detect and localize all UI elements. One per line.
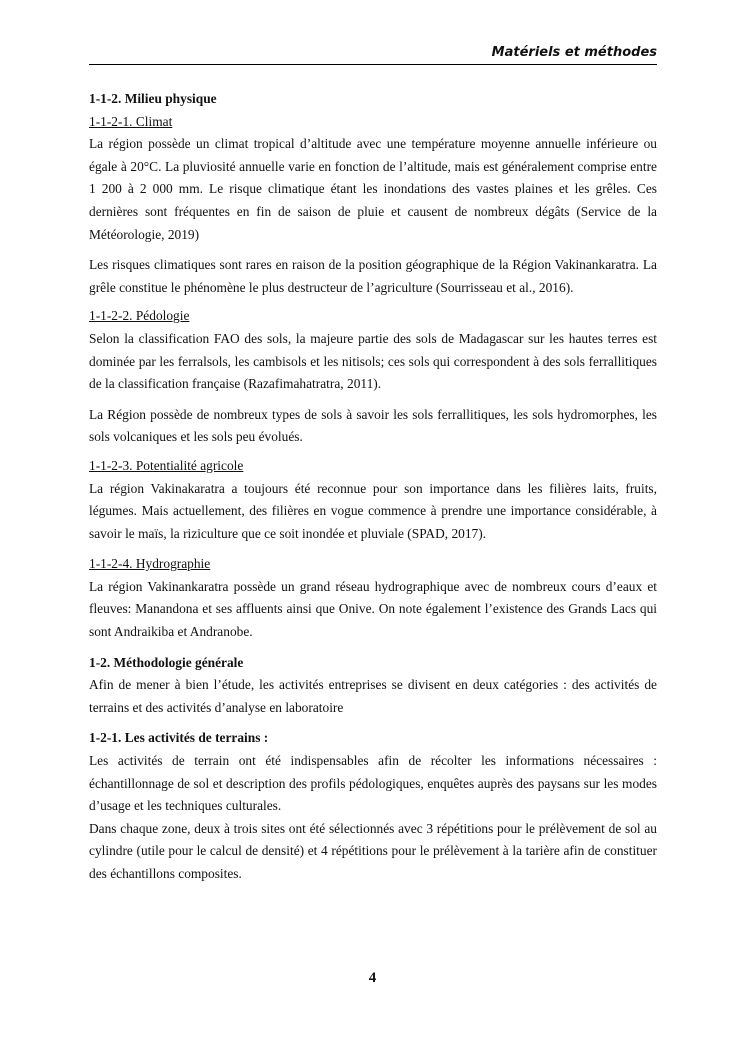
paragraph-terrains-2: Dans chaque zone, deux à trois sites ont été sélectionnés avec 3 répétitions pour le prélèvement de sol au cylindre (utile pour le calcul de densité) et 4 répétitions pour le prélèvement à la tarière afin de constituer des échantillons composites. <box>89 820 657 881</box>
page-body <box>89 88 657 886</box>
paragraph-hydrographie-1: La région Vakinankaratra possède un grand réseau hydrographique avec de nombreux cours d’eaux et fleuves: Manandona et ses affluents ainsi que Onive. On note également l’existence des Grands Lacs qui sont Andraikiba et Andranobe. <box>89 578 657 640</box>
paragraph-climat-1: La région possède un climat tropical d’altitude avec une température moyenne annuelle inférieure ou égale à 20°C. La pluviosité annuelle varie en fonction de l’altitude, mais est généralement comprise entre 1 200 à 2 000 mm. Le risque climatique étant les inondations des vastes plaines et les grêles. Ces dernières sont fréquentes en fin de saison de pluie et causent de nombreux dégâts (Service de la Météorologie, 2019) <box>89 136 657 242</box>
paragraph-climat-2: Les risques climatiques sont rares en raison de la position géographique de la Région Vakinankaratra. La grêle constitue le phénomène le plus destructeur de l’agriculture (Sourrisseau et al., 2016). <box>89 257 657 295</box>
running-header: Matériels et méthodes <box>89 44 657 65</box>
page-number: 4 <box>368 970 377 986</box>
subsection-heading-climat: 1-1-2-1. Climat <box>89 113 173 129</box>
subsection-heading-hydrographie: 1-1-2-4. Hydrographie <box>89 556 211 572</box>
section-heading-methodologie: 1-2. Méthodologie générale <box>89 654 244 670</box>
paragraph-pedologie-2: La Région possède de nombreux types de sols à savoir les sols ferrallitiques, les sols hydromorphes, les sols volcaniques et les sols peu évolués. <box>89 406 657 445</box>
paragraph-pedologie-1: Selon la classification FAO des sols, la majeure partie des sols de Madagascar sur les hautes terres est dominée par les ferralsols, les cambisols et les nitisols; ces sols qui correspondent à des sols ferrallitiques de la classification française (Razafimahatratra, 2011). <box>89 330 657 392</box>
section-heading-milieu-physique: 1-1-2. Milieu physique <box>89 91 217 106</box>
paragraph-terrains-1: Les activités de terrain ont été indispensables afin de récolter les informations nécessaires : échantillonnage de sol et description des profils pédologiques, enquêtes auprès des paysans sur les modes d’usage et les techniques culturales. <box>89 753 657 814</box>
subsection-heading-pedologie: 1-1-2-2. Pédologie <box>89 308 190 324</box>
subsection-heading-potentialite-agricole: 1-1-2-3. Potentialité agricole <box>89 457 244 473</box>
paragraph-methodologie-1: Afin de mener à bien l’étude, les activités entreprises se divisent en deux catégories : des activités de terrains et des activités d’analyse en laboratoire <box>89 677 657 715</box>
paragraph-potentialite-1: La région Vakinakaratra a toujours été reconnue pour son importance dans les filières laits, fruits, légumes. Mais actuellement, des filières en vogue commence à prendre une importance considérable, à savoir le maïs, la riziculture que ce soit inondée et pluviale (SPAD, 2017). <box>89 480 657 541</box>
section-heading-activites-terrains: 1-2-1. Les activités de terrains : <box>89 730 269 746</box>
